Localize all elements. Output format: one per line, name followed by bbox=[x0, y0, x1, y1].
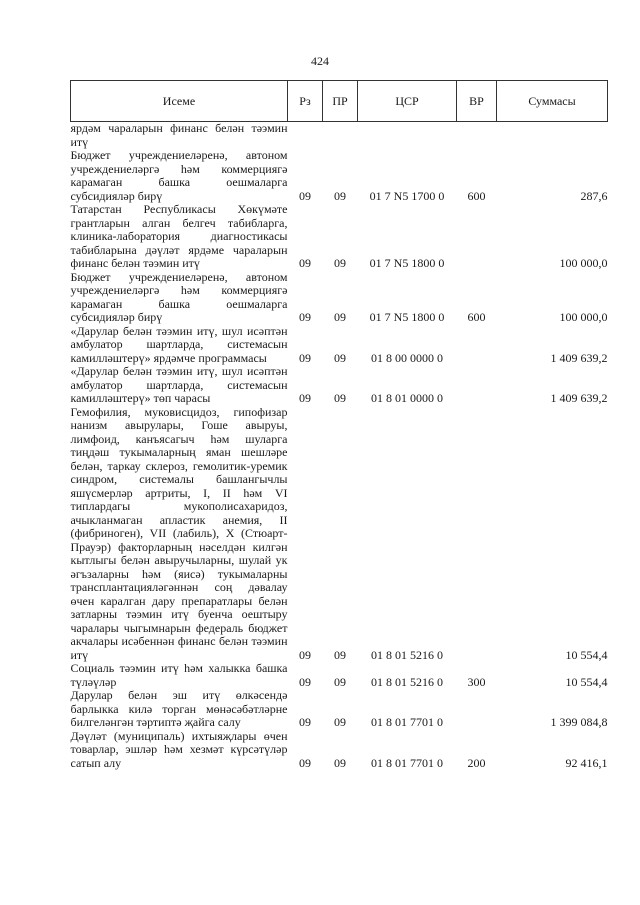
row-pr: 09 bbox=[334, 350, 346, 365]
header-csr: ЦСР bbox=[358, 81, 457, 122]
table-header-row bbox=[71, 81, 608, 122]
row-vr bbox=[457, 203, 497, 271]
row-rz: 09 bbox=[299, 350, 311, 365]
row-csr: 01 8 01 7701 0 bbox=[371, 755, 443, 770]
header-pr: ПР bbox=[323, 81, 358, 122]
table-row bbox=[71, 325, 608, 366]
row-sum: 10 554,4 bbox=[565, 647, 608, 662]
table-row bbox=[71, 203, 608, 271]
row-csr: 01 8 01 5216 0 bbox=[371, 674, 443, 689]
row-name: Социаль тәэмин итү һәм халыкка башка түләүләр bbox=[70, 661, 288, 689]
row-name: Бюджет учреждениеләренә, автоном учреждениеләргә һәм коммерциягә карамаган башка оешмаларга субсидияләр бирү bbox=[70, 269, 288, 324]
row-name: «Дарулар белән тәэмин итү, шул исәптән амбулатор шартларда, системасын камилләштерү» төп чарасы bbox=[70, 364, 288, 405]
row-vr bbox=[457, 406, 497, 663]
row-rz: 09 bbox=[299, 391, 311, 405]
row-pr: 09 bbox=[334, 310, 346, 324]
row-csr: 01 7 N5 1800 0 bbox=[369, 256, 445, 270]
header-vr: ВР bbox=[457, 81, 497, 122]
row-vr: 600 bbox=[467, 188, 486, 203]
row-sum: 1 409 639,2 bbox=[550, 391, 608, 405]
row-csr: 01 7 N5 1700 0 bbox=[369, 188, 445, 203]
row-csr: 01 8 01 7701 0 bbox=[371, 715, 443, 729]
row-csr: 01 7 N5 1800 0 bbox=[369, 310, 445, 324]
row-pr: 09 bbox=[334, 256, 346, 270]
row-rz: 09 bbox=[299, 310, 311, 324]
row-csr: 01 8 01 0000 0 bbox=[371, 391, 443, 405]
row-pr: 09 bbox=[334, 755, 346, 770]
row-vr bbox=[457, 689, 497, 730]
row-pr: 09 bbox=[334, 715, 346, 729]
row-pr: 09 bbox=[334, 391, 346, 405]
row-pr bbox=[323, 122, 358, 150]
row-sum bbox=[497, 122, 608, 150]
row-csr bbox=[358, 122, 457, 150]
header-rz: Рз bbox=[288, 81, 323, 122]
row-sum: 287,6 bbox=[580, 188, 608, 203]
row-name: Бюджет учреждениеләренә, автоном учреждениеләргә һәм коммерциягә карамаган башка оешмаларга субсидияләр бирү bbox=[70, 148, 288, 203]
header-name: Исеме bbox=[71, 81, 288, 122]
page-number: 424 bbox=[311, 54, 329, 68]
row-rz: 09 bbox=[299, 188, 311, 203]
row-pr: 09 bbox=[334, 647, 346, 662]
row-rz: 09 bbox=[299, 256, 311, 270]
row-sum: 10 554,4 bbox=[565, 674, 608, 689]
row-vr bbox=[457, 325, 497, 366]
row-rz: 09 bbox=[299, 715, 311, 729]
table-row bbox=[71, 689, 608, 730]
row-sum: 100 000,0 bbox=[559, 256, 608, 270]
row-pr: 09 bbox=[334, 674, 346, 689]
budget-table bbox=[70, 80, 608, 770]
row-vr bbox=[457, 365, 497, 406]
table-row bbox=[71, 122, 608, 150]
table-row bbox=[71, 406, 608, 663]
table-row bbox=[71, 662, 608, 689]
table-row bbox=[71, 365, 608, 406]
row-rz: 09 bbox=[299, 647, 311, 662]
row-rz bbox=[288, 122, 323, 150]
row-sum: 1 409 639,2 bbox=[550, 350, 608, 365]
row-rz: 09 bbox=[299, 674, 311, 689]
row-csr: 01 8 00 0000 0 bbox=[371, 350, 443, 365]
row-sum: 100 000,0 bbox=[559, 310, 608, 324]
row-csr: 01 8 01 5216 0 bbox=[371, 647, 443, 662]
table-row bbox=[71, 271, 608, 325]
header-sum: Суммасы bbox=[497, 81, 608, 122]
row-sum: 92 416,1 bbox=[565, 755, 608, 770]
row-name: Дәүләт (муниципаль) ихтыяҗлары өчен товарлар, эшләр һәм хезмәт күрсәтүләр сатып алу bbox=[70, 728, 288, 770]
row-name: «Дарулар белән тәэмин итү, шул исәптән амбулатор шартларда, системасын камилләштерү» ярдәмче программасы bbox=[70, 323, 288, 365]
row-name: Татарстан Республикасы Хөкүмәте грантларын алган белгеч табибларга, клиника-лаборатория диагностикасы табибларына дәүләт ярдәме чараларын финанс белән тәэмин итү bbox=[70, 202, 288, 270]
table-row bbox=[71, 730, 608, 771]
row-vr bbox=[457, 122, 497, 150]
row-name: Гемофилия, муковисцидоз, гипофизар нанизм авырулары, Гоше авыруы, лимфоид, канъясагыч һәм шуларга тиңдәш тукымаларның яман шешләре белән, таркау склероз, гемолитик-уремик синдром, системалы башлангычлы яшүсмерләр артриты, I, II һәм VI типлардагы мукополисахаридоз, ачыкланмаган апластик анемия, II (фибриноген), VII (лабиль), X (Стюарт-Прауэр) факторларның нәселдән килгән кытлыгы белән авыручыларны, шулай ук әгъзаларны һәм (яисә) тукымаларны трансплантацияләгәннән соң дәвалау өчен каралган дару препаратлары белән затларны тәэмин итү буенча оештыру чаралары чыгымнарын федераль бюджет акчалары исәбеннән финанс белән тәэмин итү bbox=[70, 404, 288, 662]
row-vr: 300 bbox=[467, 674, 486, 689]
row-vr: 200 bbox=[467, 755, 486, 770]
row-name: ярдәм чараларын финанс белән тәэмин итү bbox=[70, 121, 288, 149]
row-sum: 1 399 084,8 bbox=[550, 715, 608, 729]
row-pr: 09 bbox=[334, 188, 346, 203]
table-row bbox=[71, 149, 608, 203]
row-name: Дарулар белән эш итү өлкәсендә барлыкка килә торган мөнәсәбәтләрне билгеләнгән тәртиптә җайга салу bbox=[70, 688, 288, 729]
row-vr: 600 bbox=[467, 310, 486, 324]
row-rz: 09 bbox=[299, 755, 311, 770]
